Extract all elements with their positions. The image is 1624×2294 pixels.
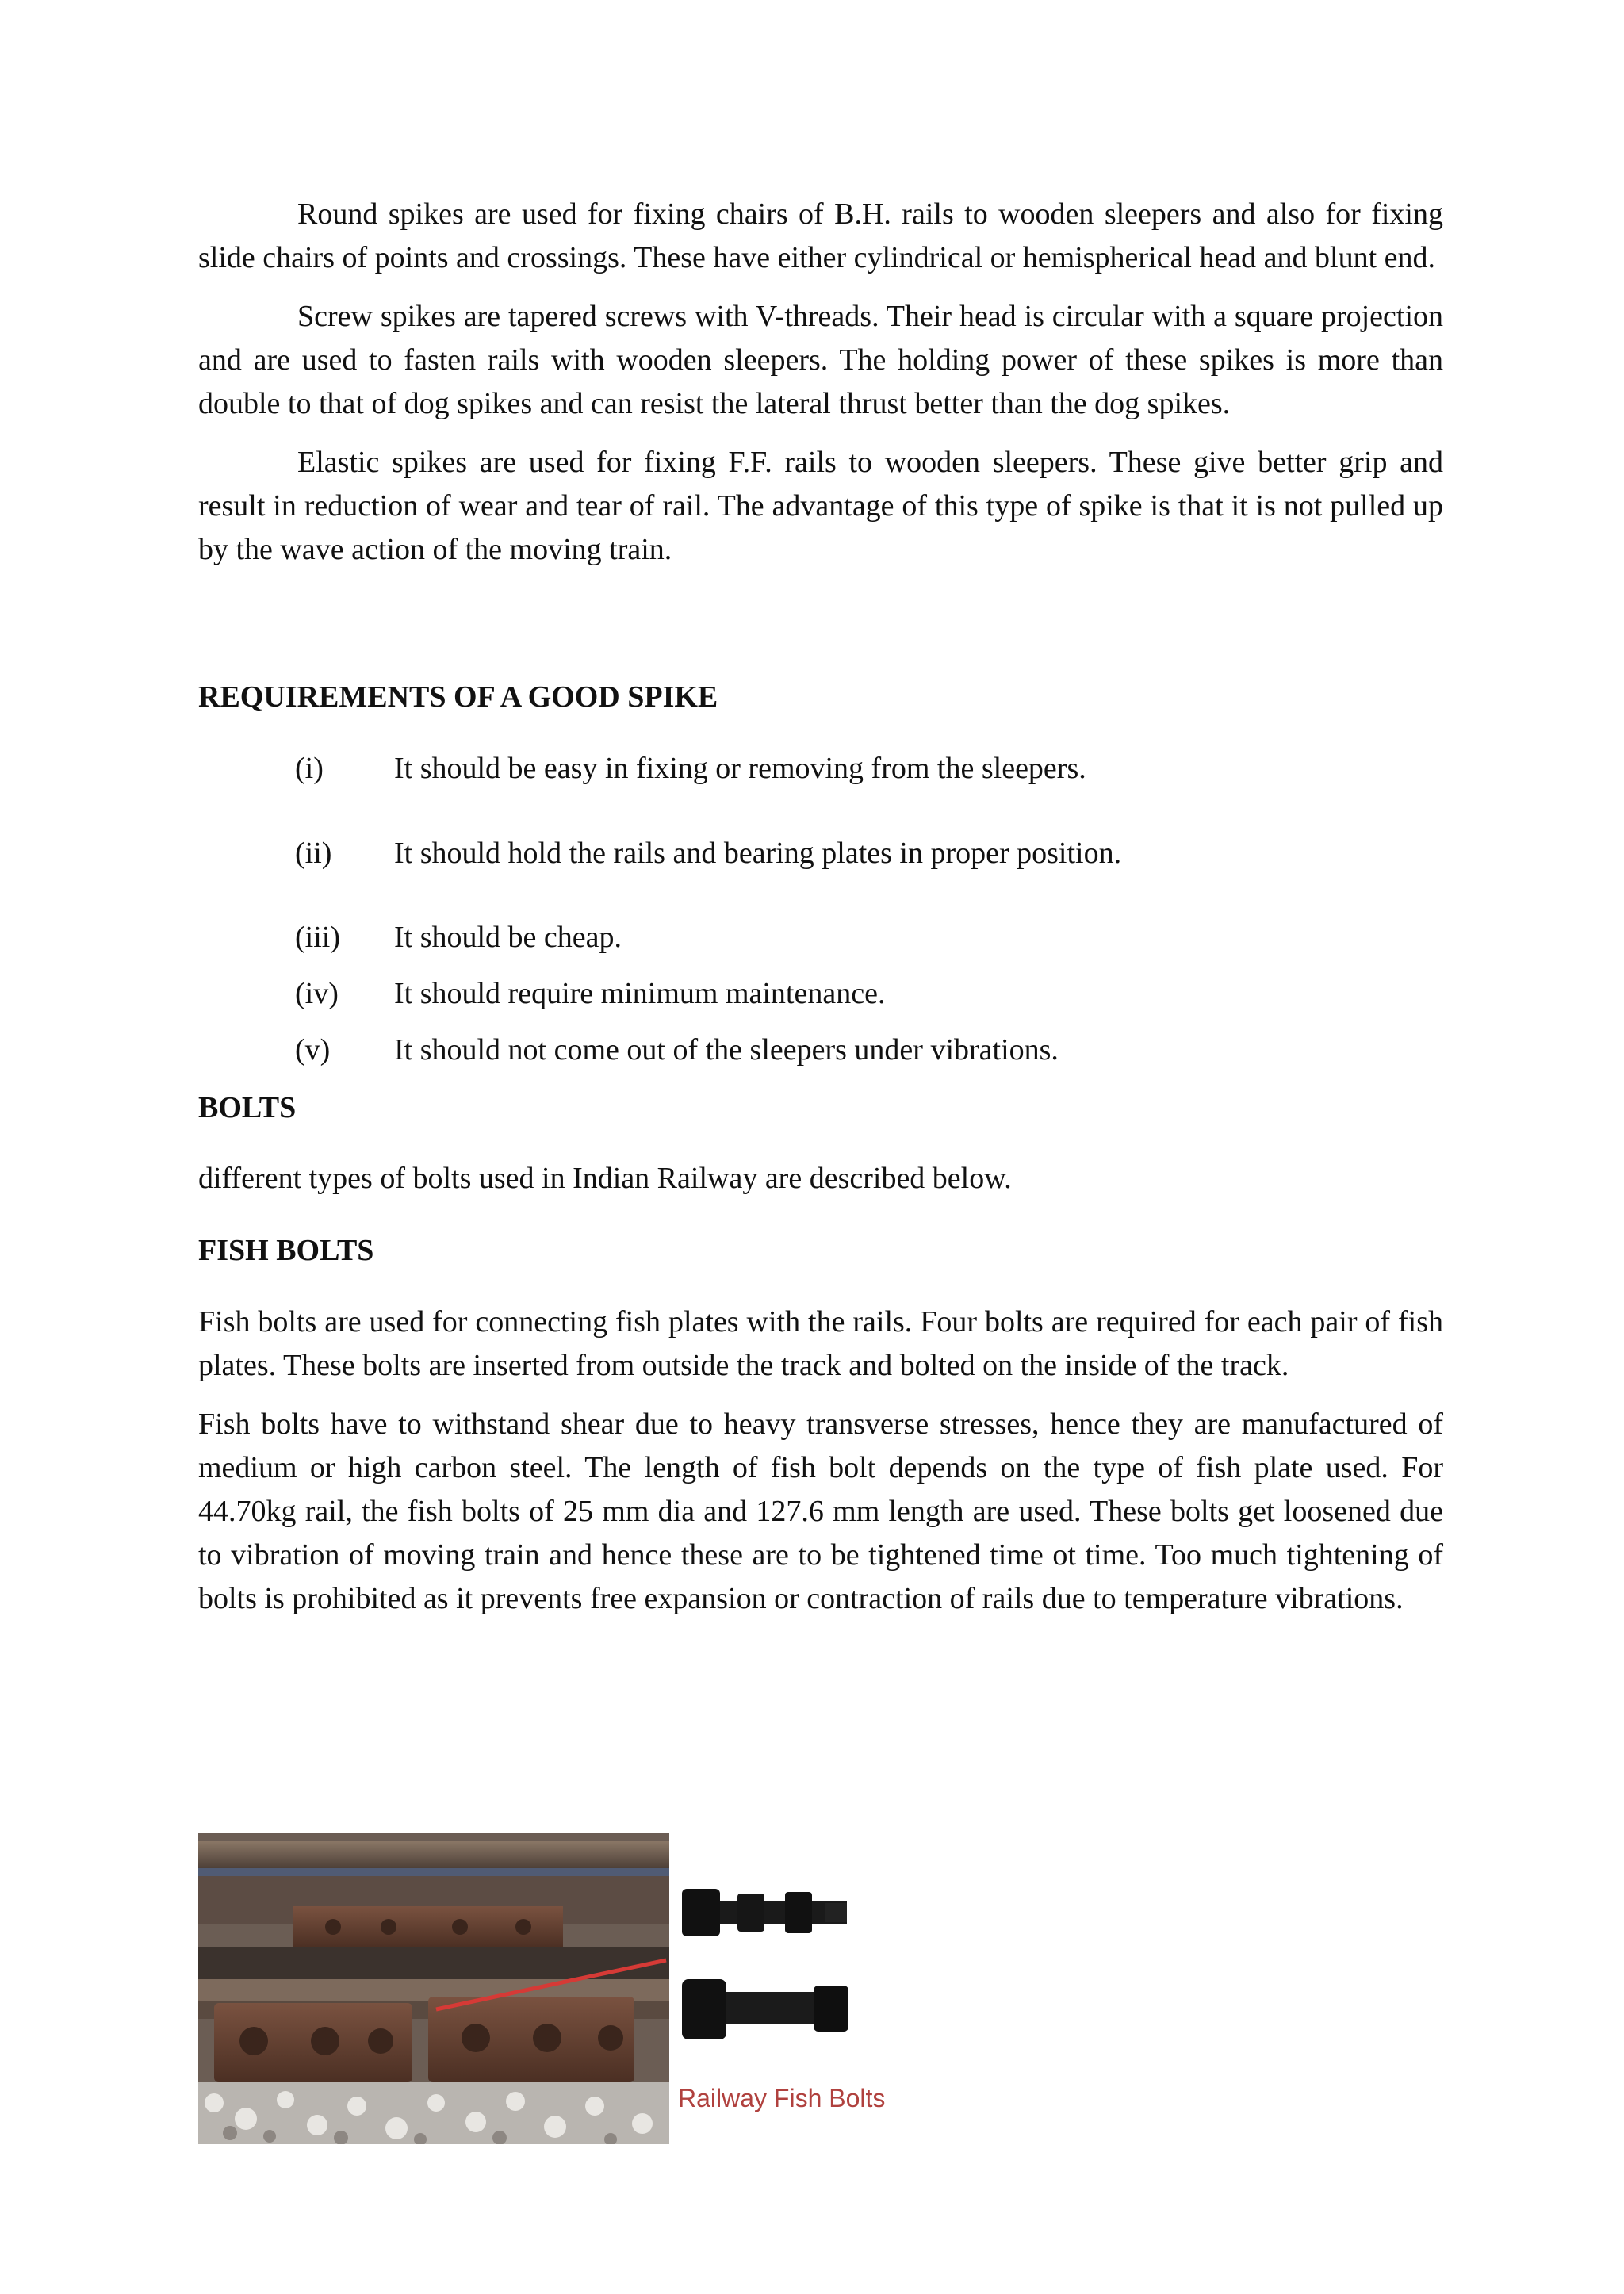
requirement-number: (i) xyxy=(295,752,324,785)
requirement-number: (iii) xyxy=(295,921,340,954)
requirement-text: It should be cheap. xyxy=(394,921,622,954)
fish-bolts-paragraph-2: Fish bolts have to withstand shear due to heavy transverse stresses, hence they are manufactured of medium or high carbon steel. The length of fish bolt depends on the type of fish plate used. For 44.70kg rail, the fish bolts of 25 mm dia and 127.6 mm length are used. These bolts get loosened due to vibration of moving train and hence these are to be tightened time ot time. Too much tightening of bolts is prohibited as it prevents free expansion or contraction of rails due to temperature vibrations. xyxy=(198,1407,1443,1615)
spikes-section xyxy=(198,193,1443,572)
fish-bolts-figure xyxy=(198,1833,991,2144)
round-spikes-paragraph: Round spikes are used for fixing chairs of B.H. rails to wooden sleepers and also for fixing slide chairs of points and crossings. These have either cylindrical or hemispherical head and blunt end. xyxy=(198,197,1443,274)
elastic-spikes-paragraph: Elastic spikes are used for fixing F.F. rails to wooden sleepers. These give better grip and result in reduction of wear and tear of rail. The advantage of this type of spike is that it is not pulled up by the wave action of the moving train. xyxy=(198,446,1443,566)
requirement-text: It should be easy in fixing or removing from the sleepers. xyxy=(394,752,1086,785)
bolt-lower xyxy=(682,1979,848,2039)
fish-bolts-paragraph-1: Fish bolts are used for connecting fish plates with the rails. Four bolts are required for each pair of fish plates. These bolts are inserted from outside the track and bolted on the inside of the track. xyxy=(198,1305,1443,1382)
bolt-upper xyxy=(682,1889,847,1936)
requirement-number: (iv) xyxy=(295,977,339,1010)
rail-joint-photo xyxy=(198,1833,669,2144)
requirements-heading: REQUIREMENTS OF A GOOD SPIKE xyxy=(198,680,718,714)
requirement-text: It should require minimum maintenance. xyxy=(394,977,886,1010)
bolts-heading: BOLTS xyxy=(198,1091,297,1124)
fish-bolts-heading: FISH BOLTS xyxy=(198,1234,374,1267)
bolts-intro: different types of bolts used in Indian Railway are described below. xyxy=(198,1162,1012,1195)
figure-caption: Railway Fish Bolts xyxy=(678,2084,886,2112)
requirement-text: It should hold the rails and bearing plates in proper position. xyxy=(394,837,1122,870)
requirement-text: It should not come out of the sleepers under vibrations. xyxy=(394,1033,1059,1067)
screw-spikes-paragraph: Screw spikes are tapered screws with V-threads. Their head is circular with a square projection and are used to fasten rails with wooden sleepers. The holding power of these spikes is more than double to that of dog spikes and can resist the lateral thrust better than the dog spikes. xyxy=(198,300,1443,420)
requirement-number: (v) xyxy=(295,1033,331,1067)
requirement-number: (ii) xyxy=(295,837,332,870)
